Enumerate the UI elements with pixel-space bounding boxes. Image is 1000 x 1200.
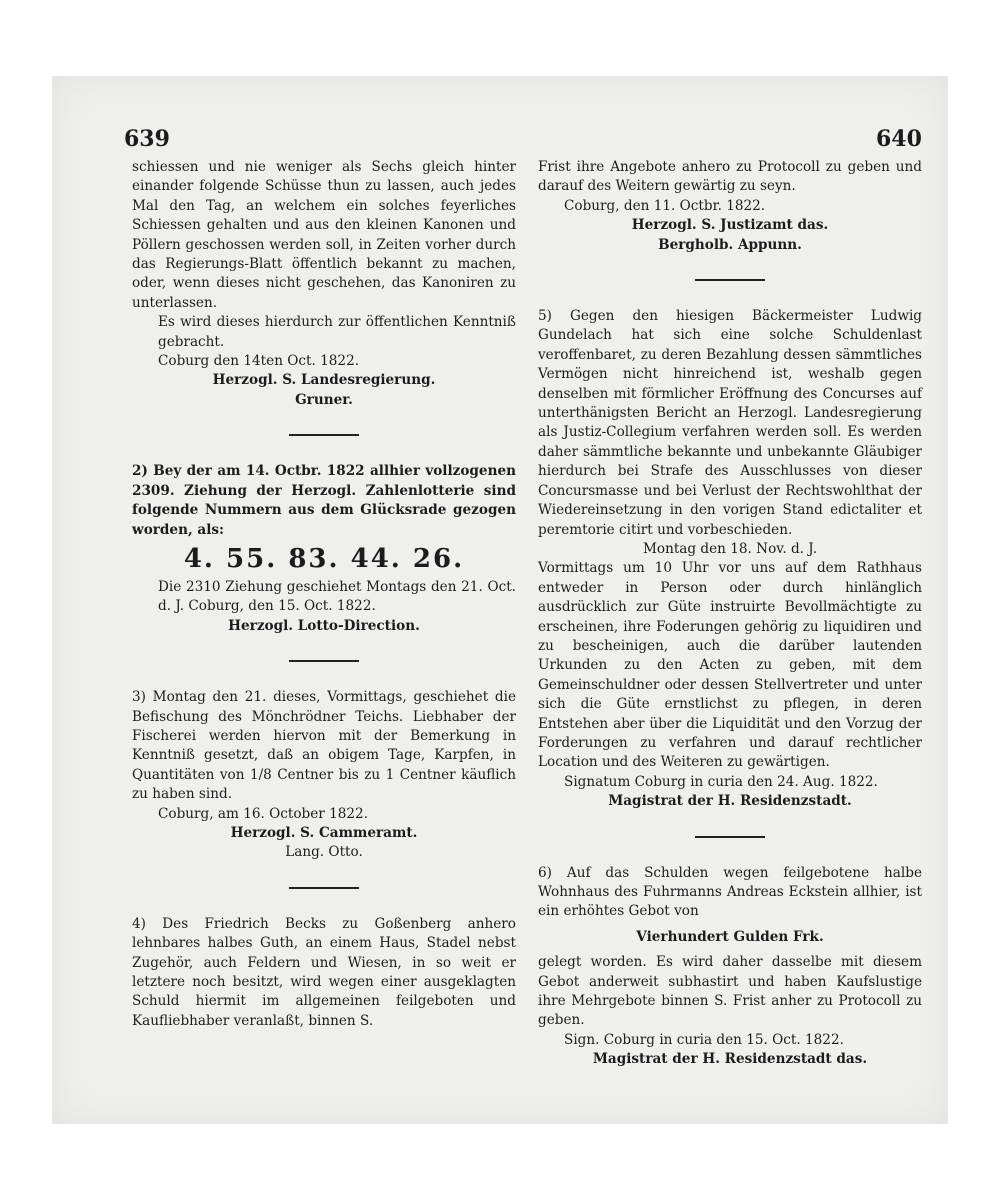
page-number-right: 640	[876, 126, 922, 152]
continuation-place-date: Coburg, den 11. Octbr. 1822.	[564, 197, 766, 214]
divider	[289, 887, 359, 889]
notice-6-text: 6) Auf das Schulden wegen feilgebotene halbe Wohnhaus des Fuhrmanns Andreas Eckstein allhier, ist ein erhöhtes Gebot von	[538, 864, 922, 920]
notice-3-signers: Lang. Otto.	[285, 844, 363, 861]
notice-1-place-date: Coburg den 14ten Oct. 1822.	[158, 353, 360, 370]
divider	[695, 279, 765, 281]
notice-5-date-line: Montag den 18. Nov. d. J.	[642, 540, 818, 557]
notice-1-authority: Herzogl. S. Landesregierung.	[212, 372, 436, 389]
left-column	[132, 158, 516, 1031]
page-number-left: 639	[124, 126, 170, 152]
divider	[695, 836, 765, 838]
notice-1-text: schiessen und nie weniger als Sechs gleich hinter einander folgende Schüsse thun zu lassen, auch jedes Mal den Tag, an welchem ein solches feyerliches Schiessen gehalten und aus den kleinen Kanonen und Pöllern geschossen werden soll, in Zeiten vorher durch das Regierungs-Blatt öffentlich bekannt zu machen, oder, wenn dieses nicht geschehen, das Kanoniren zu unterlassen.	[132, 159, 516, 311]
notice-3-text: 3) Montag den 21. dieses, Vormittags, geschiehet die Befischung des Mönchrödner Teichs. Liebhaber der Fischerei werden hiervon mit der Bemerkung in Kenntniß gesetzt, daß an obigem Tage, Karpfen, in Quantitäten von 1/8 Centner bis zu 1 Centner käuflich zu haben sind.	[132, 689, 516, 803]
lottery-numbers: 4. 55. 83. 44. 26.	[183, 543, 465, 574]
notice-5-authority: Magistrat der H. Residenzstadt.	[608, 793, 852, 810]
notice-5-text: 5) Gegen den hiesigen Bäckermeister Ludwig Gundelach hat sich eine solche Schuldenlast veroffenbaret, zu deren Bezahlung dessen sämmtliches Vermögen nicht hinreichend ist, weshalb gegen denselben mit förmlicher Eröffnung des Concurses auf unterthänigsten Bericht an Herzogl. Landesregierung als Justiz-Collegium verfahren werden soll. Es werden daher sämmtliche bekannte und unbekannte Gläubiger hierdurch bei Strafe des Ausschlusses von dieser Concursmasse und bei Verlust der Rechtswohlthat der Wiedereinsetzung in den vorigen Stand edictaliter et peremtorie citirt und vorbeschieden.	[538, 308, 922, 538]
notice-5-text-2: Vormittags um 10 Uhr vor uns auf dem Rathhaus entweder in Person oder durch hinlänglich ausdrücklich zur Güte instruirte Bevollmächtigte zu erscheinen, ihre Foderungen gehörig zu liquidiren und zu bescheinigen, auch die darüber lautenden Urkunden zu den Acten zu geben, mit dem Gemeinschuldner oder dessen Stellvertreter und unter sich die Güte ernstlichst zu pflegen, in deren Entstehen aber über die Liquidität und den Vorzug der Forderungen zu verfahren und darauf rechtlicher Location und des Weiteren zu gewärtigen.	[538, 560, 922, 771]
notice-1-signer: Gruner.	[295, 391, 353, 408]
notice-2-text-2: Die 2310 Ziehung geschiehet Montags den 21. Oct. d. J. Coburg, den 15. Oct. 1822.	[158, 578, 516, 615]
notice-6-amount: Vierhundert Gulden Frk.	[636, 928, 824, 945]
notice-6-signatum: Sign. Coburg in curia den 15. Oct. 1822.	[564, 1031, 844, 1048]
notice-2-text: 2) Bey der am 14. Octbr. 1822 allhier vollzogenen 2309. Ziehung der Herzogl. Zahlenlotterie sind folgende Nummern aus dem Glücksrade gezogen worden, als:	[132, 463, 516, 538]
notice-1-text-2: Es wird dieses hierdurch zur öffentlichen Kenntniß gebracht.	[158, 314, 516, 350]
notice-3-authority: Herzogl. S. Cammeramt.	[230, 824, 418, 841]
divider	[289, 434, 359, 436]
notice-6-text-2: gelegt worden. Es wird daher dasselbe mit diesem Gebot anderweit subhastirt und haben Kaufslustige ihre Mehrgebote binnen S. Frist anher zu Protocoll zu geben.	[538, 954, 922, 1029]
continuation-text: Frist ihre Angebote anhero zu Protocoll zu geben und darauf des Weitern gewärtig zu seyn.	[538, 159, 922, 195]
notice-3-place-date: Coburg, am 16. October 1822.	[158, 805, 369, 822]
continuation-signers: Bergholb. Appunn.	[658, 236, 802, 253]
notice-2-authority: Herzogl. Lotto-Direction.	[228, 617, 420, 634]
notice-6-authority: Magistrat der H. Residenzstadt das.	[592, 1051, 868, 1068]
right-column	[538, 158, 922, 1070]
divider	[289, 660, 359, 662]
continuation-authority: Herzogl. S. Justizamt das.	[631, 217, 829, 234]
notice-5-signatum: Signatum Coburg in curia den 24. Aug. 1822.	[564, 773, 878, 790]
notice-4-text: 4) Des Friedrich Becks zu Goßenberg anhero lehnbares halbes Guth, an einem Haus, Stadel nebst Zugehör, auch Feldern und Wiesen, in so weit er letztere noch besitzt, wird wegen einer ausgeklagten Schuld hiermit im allgemeinen feilgeboten und Kaufliebhaber veranlaßt, binnen S.	[132, 915, 516, 1029]
